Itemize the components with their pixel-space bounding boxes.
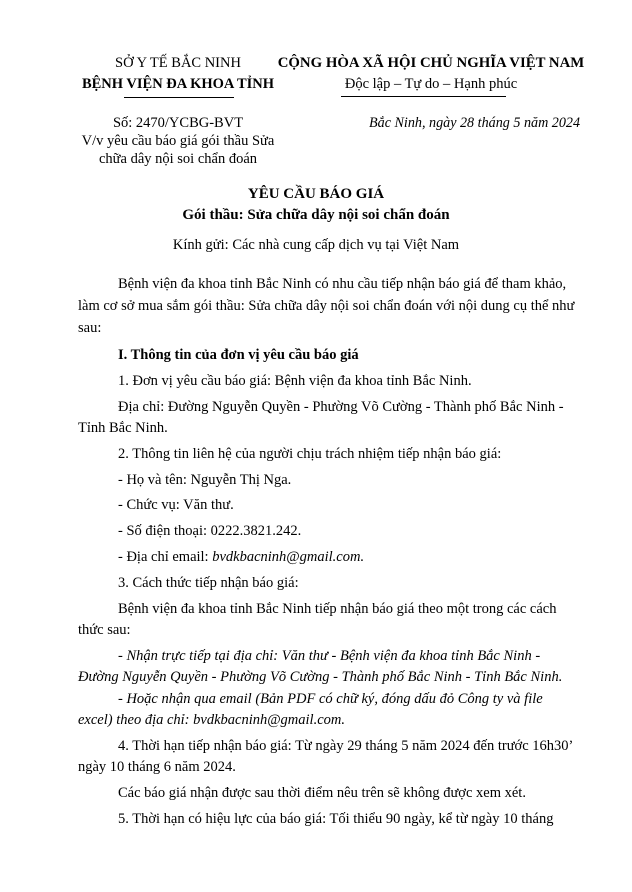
national-motto: Độc lập – Tự do – Hạnh phúc <box>344 76 518 92</box>
method-line1: Bệnh viện đa khoa tỉnh Bắc Ninh tiếp nhận báo giá theo một trong các cách <box>118 601 557 617</box>
method-line2: thức sau: <box>78 622 131 638</box>
email-line1: - Hoặc nhận qua email (Bản PDF có chữ ký, đóng dấu đỏ Công ty và file <box>118 691 543 707</box>
email-line2: excel) theo địa chỉ: bvdkbacninh@gmail.com. <box>78 712 345 728</box>
header-right-underline <box>341 96 506 97</box>
contact-email-row <box>118 549 364 566</box>
intro-line1: Bệnh viện đa khoa tỉnh Bắc Ninh có nhu cầu tiếp nhận báo giá để tham khảo, <box>118 276 567 292</box>
late-notice: Các báo giá nhận được sau thời điểm nêu trên sẽ không được xem xét. <box>118 785 526 801</box>
national-title: CỘNG HÒA XÃ HỘI CHỦ NGHĨA VIỆT NAM <box>277 55 585 71</box>
section1-heading: I. Thông tin của đơn vị yêu cầu báo giá <box>118 347 359 363</box>
intro-line3: sau: <box>78 320 102 336</box>
item3: 3. Cách thức tiếp nhận báo giá: <box>118 575 299 591</box>
intro-line2: làm cơ sở mua sắm gói thầu: Sửa chữa dây nội soi chẩn đoán với nội dung cụ thể như <box>78 298 575 314</box>
document-subject-line2: chữa dây nội soi chẩn đoán <box>98 151 258 167</box>
address-line2: Tỉnh Bắc Ninh. <box>78 420 168 436</box>
address-line1: Địa chỉ: Đường Nguyễn Quyền - Phường Võ Cường - Thành phố Bắc Ninh - <box>118 399 564 415</box>
contact-phone: - Số điện thoại: 0222.3821.242. <box>118 523 302 539</box>
date-place: Bắc Ninh, ngày 28 tháng 5 năm 2024 <box>369 115 581 131</box>
item5-line1: 5. Thời hạn có hiệu lực của báo giá: Tối thiểu 90 ngày, kể từ ngày 10 tháng <box>118 811 554 827</box>
page-title: YÊU CẦU BÁO GIÁ <box>247 186 385 202</box>
contact-email-label: - Địa chỉ email: <box>118 549 213 565</box>
department-name: SỞ Y TẾ BẮC NINH <box>115 55 241 71</box>
item2: 2. Thông tin liên hệ của người chịu trách nhiệm tiếp nhận báo giá: <box>118 446 502 462</box>
direct-line1: - Nhận trực tiếp tại địa chỉ: Văn thư - Bệnh viện đa khoa tỉnh Bắc Ninh - <box>118 648 541 664</box>
header-left-underline <box>124 97 234 98</box>
package-title: Gói thầu: Sửa chữa dây nội soi chẩn đoán <box>182 207 450 223</box>
item1: 1. Đơn vị yêu cầu báo giá: Bệnh viện đa khoa tỉnh Bắc Ninh. <box>118 373 472 389</box>
contact-name: - Họ và tên: Nguyễn Thị Nga. <box>118 472 292 488</box>
hospital-name: BỆNH VIỆN ĐA KHOA TỈNH <box>81 76 275 92</box>
contact-email-link[interactable]: bvdkbacninh@gmail.com. <box>212 549 365 565</box>
item4-line2: ngày 10 tháng 6 năm 2024. <box>78 759 236 775</box>
item4-line1: 4. Thời hạn tiếp nhận báo giá: Từ ngày 29 tháng 5 năm 2024 đến trước 16h30’ <box>118 738 574 754</box>
greeting: Kính gửi: Các nhà cung cấp dịch vụ tại Việt Nam <box>172 237 460 253</box>
document-subject-line1: V/v yêu cầu báo giá gói thầu Sửa <box>81 133 275 149</box>
contact-position: - Chức vụ: Văn thư. <box>118 497 234 513</box>
document-number: Số: 2470/YCBG-BVT <box>112 115 244 131</box>
direct-line2: Đường Nguyễn Quyền - Phường Võ Cường - Thành phố Bắc Ninh - Tỉnh Bắc Ninh. <box>78 669 563 685</box>
